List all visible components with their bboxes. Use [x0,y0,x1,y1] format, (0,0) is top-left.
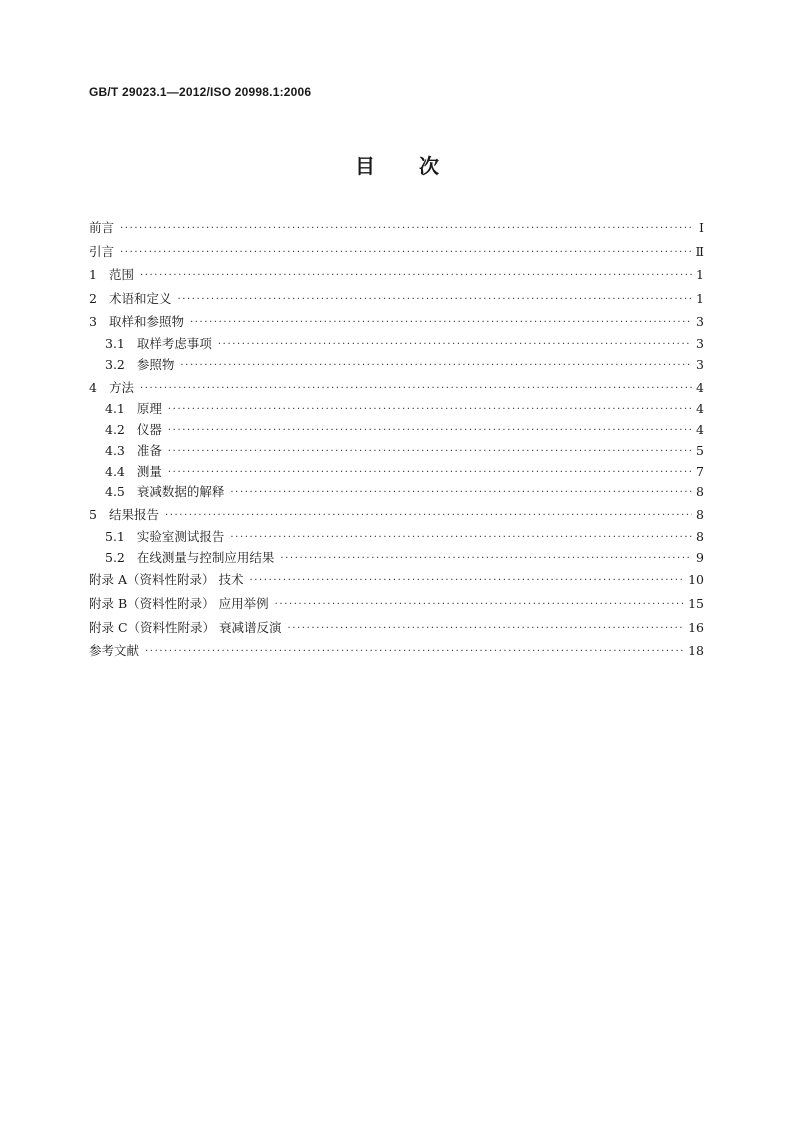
toc-leader-dots [180,361,692,371]
toc-entry-page: 8 [696,528,704,544]
toc-entry-page: 8 [696,507,704,523]
toc-entry-page: 4 [696,401,704,417]
toc-leader-dots [145,647,684,657]
table-of-contents [89,216,704,663]
toc-entry-number: 3 [89,314,97,330]
toc-entry-page: 5 [696,442,704,458]
toc-leader-dots [218,340,692,350]
toc-entry-number: 3.1 [105,335,125,351]
toc-entry-page: 4 [696,421,704,437]
toc-leader-dots [190,318,692,328]
toc-entry-number: 4.1 [105,401,125,417]
toc-entry-number: 4.4 [105,463,125,479]
toc-entry[interactable] [89,310,704,334]
toc-leader-dots [275,600,684,610]
toc-entry-page: 15 [688,595,704,611]
toc-entry[interactable] [89,616,704,640]
toc-entry[interactable] [89,399,704,420]
toc-leader-dots [280,554,692,564]
toc-entry-label: 参考文献 [89,643,140,659]
toc-entry-label: 附录 A（资料性附录） 技术 [89,572,244,588]
toc-entry-label: 前言 [89,220,115,235]
toc-entry-label: 测量 [136,463,162,479]
toc-leader-dots [168,426,692,436]
toc-entry[interactable] [89,287,704,311]
toc-entry[interactable] [89,420,704,441]
toc-entry[interactable] [89,548,704,569]
toc-entry-number: 4.5 [105,484,125,500]
toc-entry[interactable] [89,482,704,503]
toc-entry-number: 5.1 [105,528,125,544]
toc-entry-label: 仪器 [136,421,162,437]
toc-leader-dots [168,405,692,415]
title-char-2: 次 [419,154,439,178]
toc-entry[interactable] [89,216,704,240]
toc-leader-dots [120,248,691,258]
toc-entry-page: 8 [696,484,704,500]
toc-entry-page: Ⅰ [699,220,704,235]
toc-entry-number: 2 [89,290,97,306]
toc-entry-label: 范围 [108,267,134,283]
toc-entry-label: 实验室测试报告 [136,528,225,544]
toc-entry-label: 引言 [89,243,115,259]
toc-entry-number: 4 [89,379,97,395]
toc-leader-dots [249,576,684,586]
toc-entry-page: 18 [688,643,704,659]
toc-leader-dots [120,224,692,234]
toc-entry-label: 附录 B（资料性附录） 应用举例 [89,595,269,611]
toc-leader-dots [230,488,692,498]
toc-entry[interactable] [89,639,704,663]
toc-entry-page: 9 [696,549,704,565]
toc-entry-page: 1 [696,267,704,283]
toc-entry-label: 原理 [136,401,162,417]
toc-entry[interactable] [89,263,704,287]
toc-entry[interactable] [89,240,704,264]
toc-leader-dots [168,447,692,457]
toc-entry[interactable] [89,334,704,355]
toc-entry-label: 取样考虑事项 [136,335,212,351]
toc-entry-label: 取样和参照物 [108,314,184,330]
toc-entry-page: 1 [696,290,704,306]
standard-code: GB/T 29023.1—2012/ISO 20998.1:2006 [89,85,312,99]
toc-entry-page: 3 [696,314,704,330]
page-title [0,150,794,179]
toc-entry-label: 结果报告 [108,507,159,523]
toc-entry-page: 3 [696,356,704,372]
toc-entry[interactable] [89,592,704,616]
toc-entry-number: 5 [89,507,97,523]
toc-leader-dots [288,624,685,634]
toc-entry[interactable] [89,462,704,483]
toc-entry-page: 3 [696,335,704,351]
toc-leader-dots [140,384,692,394]
toc-entry-number: 5.2 [105,549,125,565]
toc-entry-page: Ⅱ [695,243,704,259]
toc-entry-label: 术语和定义 [108,290,172,306]
toc-leader-dots [168,468,692,478]
toc-entry[interactable] [89,568,704,592]
toc-entry-number: 3.2 [105,356,125,372]
toc-entry[interactable] [89,376,704,400]
toc-entry-number: 4.2 [105,421,125,437]
toc-entry-number: 4.3 [105,442,125,458]
toc-entry-label: 准备 [136,442,162,458]
toc-entry[interactable] [89,527,704,548]
toc-entry-page: 4 [696,379,704,395]
toc-entry-number: 1 [89,267,97,283]
toc-leader-dots [165,511,692,521]
toc-leader-dots [140,271,692,281]
toc-entry-label: 衰减数据的解释 [136,484,225,500]
toc-entry-label: 在线测量与控制应用结果 [136,549,275,565]
toc-entry-label: 参照物 [136,356,175,372]
toc-entry-label: 附录 C（资料性附录） 衰减谱反演 [89,619,282,635]
toc-entry-page: 10 [688,572,704,588]
title-char-1: 目 [355,154,375,178]
toc-entry[interactable] [89,355,704,376]
toc-entry-page: 7 [696,463,704,479]
toc-entry-page: 16 [688,619,704,635]
toc-entry[interactable] [89,441,704,462]
toc-leader-dots [177,295,692,305]
toc-entry-label: 方法 [108,379,134,395]
toc-leader-dots [230,533,692,543]
toc-entry[interactable] [89,503,704,527]
